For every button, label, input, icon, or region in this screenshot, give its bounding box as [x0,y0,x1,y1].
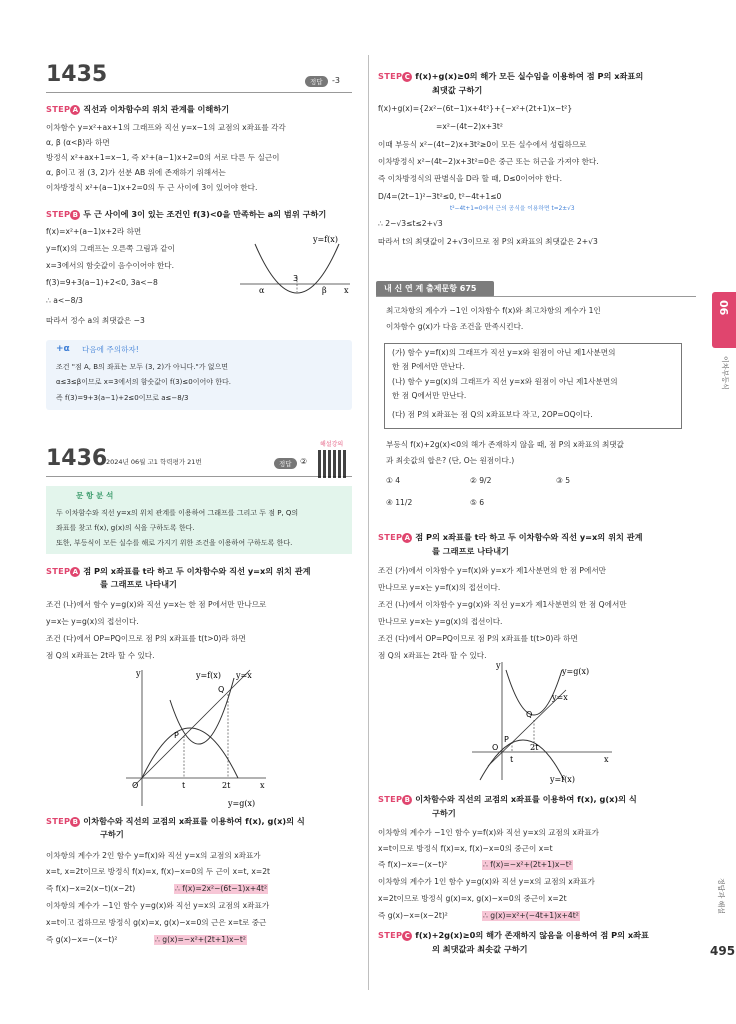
condition-line: (나) 함수 y=g(x)의 그래프가 직선 y=x와 원점이 아닌 제1사분면의 [392,377,618,386]
chapter-number: 06 [717,300,730,316]
column-separator [368,55,369,990]
step-b-1436: STEP B 이차함수와 직선의 교점의 x좌표를 이용하여 f(x), g(x)의 식 [46,816,305,826]
text-line: 이차항의 계수가 −1인 함수 y=g(x)와 직선 y=x의 교점의 x좌표가 [46,901,270,910]
question-line: 과 최솟값의 합은? (단, O는 원점이다.) [386,456,515,465]
text-line: y=x는 y=g(x)의 접선이다. [46,617,139,626]
footer-label: 정답과 해설 [717,878,725,915]
step-a-1436: STEP A 점 P의 x좌표를 t라 하고 두 이차함수와 직선 y=x의 위치 관계 [46,566,311,576]
step-title-cont: 를 그래프로 나타내기 [100,579,177,589]
origin-label: O [492,743,499,752]
step-title-cont: 최댓값 구하기 [432,85,483,95]
point-p-label: P [174,731,179,740]
text-line: 이때 부등식 x²−(4t−2)x+3t²≥0이 모든 실수에서 성립하므로 [378,140,587,149]
step-title-cont: 구하기 [100,829,124,839]
highlight-result: ∴ f(x)=−x²+(2t+1)x−t² [483,860,572,869]
origin-label: O [132,781,139,790]
qr-label: 해설강의 [320,441,344,448]
answer-badge [305,76,328,87]
text-line: x=3에서의 함숫값이 음수이어야 한다. [46,261,175,270]
page-number: 495 [710,944,736,958]
text-line: 이차함수 y=x²+ax+1의 그래프와 직선 y=x−1의 교점의 x좌표를 각각 [46,123,286,132]
step-title: 점 P의 x좌표를 t라 하고 두 이차함수와 직선 y=x의 위치 관계 [83,566,311,576]
text-line: 만나므로 y=x는 y=f(x)의 접선이다. [378,583,501,592]
text-line: 조건 (나)에서 이차함수 y=g(x)와 직선 y=x가 제1사분면의 한 점 Q에서만 [378,600,627,609]
text-line: α, β (α<β)라 하면 [46,138,110,147]
answer-value: -3 [332,76,340,85]
step-b-1435: STEP B 두 근 사이에 3이 있는 조건인 f(3)<0을 만족하는 a의 범위 구하기 [46,209,327,219]
text-line: 즉 이차방정식의 판별식을 D라 할 때, D≤0이어야 한다. [378,174,562,183]
t-label: t [510,755,514,764]
t-label: t [182,781,186,790]
step-a-675: STEP A 점 P의 x좌표를 t라 하고 두 이차함수와 직선 y=x의 위치 관계 [378,532,643,542]
tip-line: α≤3≤β이므로 x=3에서의 함숫값이 f(3)≤0이어야 한다. [56,378,231,386]
highlight-result: ∴ g(x)=−x²+(2t+1)x−t² [155,935,246,944]
choice-5[interactable]: ⑤ 6 [470,498,485,507]
answer-badge [274,458,297,469]
two-t-label: 2t [530,743,539,752]
curve-label: y=f(x) [313,235,338,244]
text-line: 방정식 x²+ax+1=x−1, 즉 x²+(a−1)x+2=0의 서로 다른 두 실근이 [46,153,280,162]
text-line: =x²−(4t−2)x+3t² [436,122,503,131]
chapter-title: 이차부등식 [721,356,729,390]
step-title-cont: 의 최댓값과 최솟값 구하기 [432,944,528,954]
text-line: D/4=(2t−1)²−3t²≤0, t²−4t+1≤0 [378,192,502,201]
divider [46,92,352,93]
tip-title: 다음에 주의하자! [82,345,139,354]
divider [376,296,696,297]
step-title: 두 근 사이에 3이 있는 조건인 f(3)<0을 만족하는 a의 범위 구하기 [83,209,327,219]
text-line: 이차항의 계수가 1인 함수 y=g(x)와 직선 y=x의 교점의 x좌표가 [378,877,595,886]
text-line: x=2t이므로 방정식 g(x)=x, g(x)−x=0의 중근이 x=2t [378,894,567,903]
condition-line: 한 점 Q에서만 만난다. [392,391,467,400]
qr-code-icon[interactable] [318,450,346,478]
step-title: f(x)+g(x)≥0의 해가 모든 실수임을 이용하여 점 P의 x좌표의 [415,71,644,81]
text-line: 조건 (가)에서 이차함수 y=f(x)와 y=x가 제1사분면의 한 점 P에서만 [378,566,606,575]
step-title-cont: 를 그래프로 나타내기 [432,546,509,556]
analysis-line: 좌표를 찾고 f(x), g(x)의 식을 구하도록 한다. [56,524,195,532]
point-q-label: Q [526,710,533,719]
answer-label: 정답 [279,460,292,468]
condition-line: 한 점 P에서만 만난다. [392,362,465,371]
text-line: α, β이고 점 (3, 2)가 선분 AB 위에 존재하기 위해서는 [46,168,226,177]
problem-number-1436: 1436 [46,446,108,471]
choice-4[interactable]: ④ 11/2 [386,498,413,507]
step-c-675: STEP C f(x)+2g(x)≥0의 해가 존재하지 않음을 이용하여 점 P의 x좌표 [378,930,649,940]
text-line: 최고차항의 계수가 −1인 이차함수 f(x)와 최고차항의 계수가 1인 [386,306,601,315]
problem-number-1435: 1435 [46,62,108,87]
step-b-675: STEP B 이차함수와 직선의 교점의 x좌표를 이용하여 f(x), g(x)의 식 [378,794,637,804]
tip-line: 조건 "점 A, B의 좌표는 모두 (3, 2)가 아니다."가 없으면 [56,363,229,371]
text-line: 이차항의 계수가 −1인 함수 y=f(x)와 직선 y=x의 교점의 x좌표가 [378,828,600,837]
text-line: 즉 f(x)−x=2(x−t)(x−2t) [46,884,136,893]
text-line: 만나므로 y=x는 y=g(x)의 접선이다. [378,617,503,626]
text-line: x=t이고 접하므로 방정식 g(x)=x, g(x)−x=0의 근은 x=t로 중근 [46,918,267,927]
two-parabolas-graph-2 [466,660,616,784]
answer-label: 정답 [310,78,323,86]
step-a-1435: STEP A 직선과 이차함수의 위치 관계를 이해하기 [46,104,230,114]
text-line: 점 Q의 x좌표는 2t라 할 수 있다. [46,651,155,660]
y-axis-label: y [496,661,501,670]
x-axis-label: x [260,781,265,790]
step-title: 점 P의 x좌표를 t라 하고 두 이차함수와 직선 y=x의 위치 관계 [415,532,643,542]
text-line: 즉 g(x)−x=−(x−t)² [46,935,118,944]
analysis-line: 또한, 부등식이 모든 실수를 해로 가지기 위한 조건을 이용하여 구하도록 한다. [56,539,293,547]
text-line: 이차방정식 x²−(4t−2)x+3t²=0은 중근 또는 허근을 가져야 한다. [378,157,599,166]
gx-label: y=g(x) [562,667,590,676]
text-line: x=t이므로 방정식 f(x)=x, f(x)−x=0의 중근이 x=t [378,844,553,853]
text-line: 즉 f(x)−x=−(x−t)² [378,860,448,869]
choice-1[interactable]: ① 4 [386,476,401,485]
step-title: 이차함수와 직선의 교점의 x좌표를 이용하여 f(x), g(x)의 식 [83,816,305,826]
analysis-title: 문 항 분 석 [76,491,114,500]
text-line: y=f(x)의 그래프는 오른쪽 그림과 같이 [46,244,175,253]
condition-line: (가) 함수 y=f(x)의 그래프가 직선 y=x와 원점이 아닌 제1사분면의 [392,348,616,357]
text-line: 조건 (다)에서 OP=PQ이므로 점 P의 x좌표를 t(t>0)라 하면 [378,634,578,643]
gx-label: y=g(x) [228,799,256,808]
text-line: 점 Q의 x좌표는 2t라 할 수 있다. [378,651,487,660]
three-label: 3 [293,274,299,283]
text-line: f(x)=x²+(a−1)x+2라 하면 [46,227,142,236]
condition-line: (다) 점 P의 x좌표는 점 Q의 x좌표보다 작고, 2OP=OQ이다. [392,410,593,419]
text-line: 따라서 t의 최댓값이 2+√3이므로 점 P의 x좌표의 최댓값은 2+√3 [378,237,598,246]
y-axis-label: y [136,669,141,678]
text-line: ∴ a<−8/3 [46,296,83,305]
text-line: f(x)+g(x)={2x²−(6t−1)x+4t²}+{−x²+(2t+1)x−t²} [378,104,573,113]
question-line: 부등식 f(x)+2g(x)<0의 해가 존재하지 않을 때, 점 P의 x좌표의 최댓값 [386,440,624,449]
linked-title: 내 신 연 계 출제문항 675 [384,284,477,293]
text-line: 즉 g(x)−x=(x−2t)² [378,911,448,920]
step-c-1436: STEP C f(x)+g(x)≥0의 해가 모든 실수임을 이용하여 점 P의 x좌표의 [378,71,644,81]
choice-2[interactable]: ② 9/2 [470,476,492,485]
answer-value: ② [300,457,308,466]
yx-label: y=x [552,693,568,702]
text-line: ∴ 2−√3≤t≤2+√3 [378,219,443,228]
alpha-label: α [259,286,265,295]
step-title-cont: 구하기 [432,808,456,818]
step-title: 이차함수와 직선의 교점의 x좌표를 이용하여 f(x), g(x)의 식 [415,794,637,804]
text-line: 조건 (나)에서 함수 y=g(x)와 직선 y=x는 한 점 P에서만 만나므로 [46,600,267,609]
point-p-label: P [504,735,509,744]
text-line: 이차항의 계수가 2인 함수 y=f(x)와 직선 y=x의 교점의 x좌표가 [46,851,261,860]
highlight-result: ∴ f(x)=2x²−(6t−1)x+4t² [175,884,268,893]
x-axis-label: x [344,286,349,295]
text-line: x=t, x=2t이므로 방정식 f(x)=x, f(x)−x=0의 두 근이 x=t, x=2t [46,867,270,876]
x-axis-label: x [604,755,609,764]
two-t-label: 2t [222,781,231,790]
divider [46,476,352,477]
fx-label: y=f(x) [550,775,575,784]
highlight-result: ∴ g(x)=x²+(−4t+1)x+4t² [483,911,579,920]
analysis-line: 두 이차함수와 직선 y=x의 위치 관계를 이용하여 그래프를 그리고 두 점 P, Q의 [56,509,299,517]
note-line: t²−4t+1=0에서 근의 공식을 이용하면 t=2±√3 [450,206,575,212]
choice-3[interactable]: ③ 5 [556,476,571,485]
two-parabolas-graph [120,668,270,810]
step-title: 직선과 이차함수의 위치 관계를 이해하기 [83,104,230,114]
parabola-graph [235,232,355,312]
text-line: 따라서 정수 a의 최댓값은 −3 [46,316,145,325]
text-line: 이차방정식 x²+(a−1)x+2=0의 두 근 사이에 3이 있어야 한다. [46,183,258,192]
text-line: 이차함수 g(x)가 다음 조건을 만족시킨다. [386,322,524,331]
beta-label: β [322,286,327,295]
fx-label: y=f(x) [196,671,221,680]
tip-line: 즉 f(3)=9+3(a−1)+2≤0이므로 a≤−8/3 [56,394,189,402]
text-line: f(3)=9+3(a−1)+2<0, 3a<−8 [46,278,158,287]
problem-source: 2024년 06월 고1 학력평가 21번 [106,458,202,466]
step-title: f(x)+2g(x)≥0의 해가 존재하지 않음을 이용하여 점 P의 x좌표 [415,930,649,940]
tip-icon: +α [56,344,70,354]
text-line: 조건 (다)에서 OP=PQ이므로 점 P의 x좌표를 t(t>0)라 하면 [46,634,246,643]
point-q-label: Q [218,685,225,694]
yx-label: y=x [236,671,252,680]
